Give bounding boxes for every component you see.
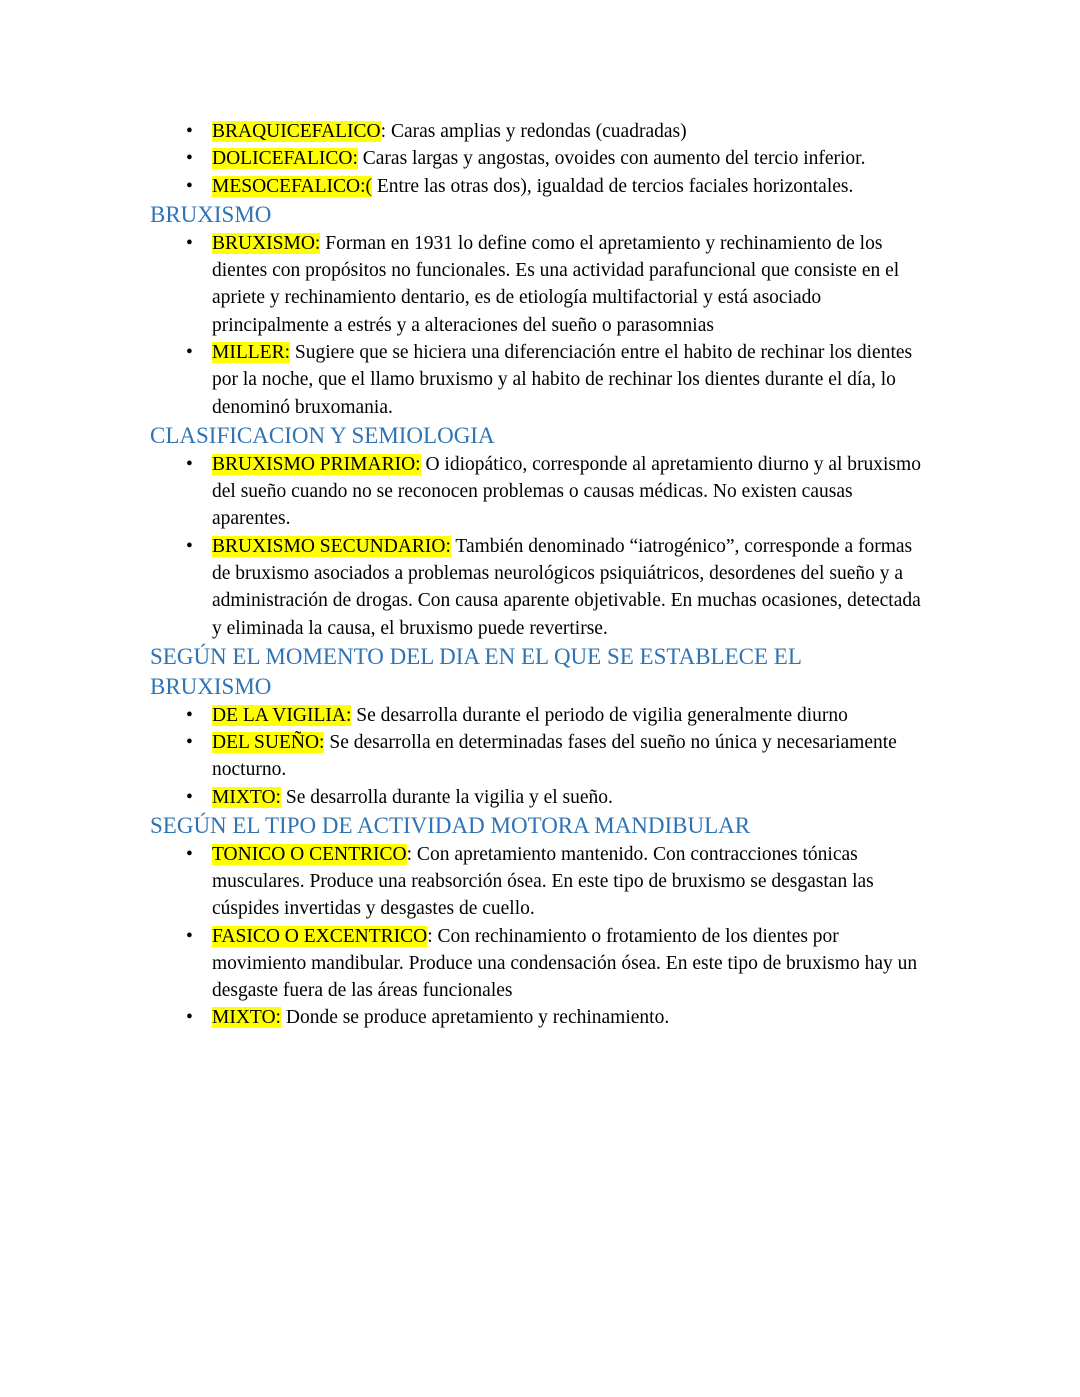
highlighted-term: BRUXISMO: [212, 232, 321, 254]
highlighted-term: MIXTO: [212, 786, 281, 808]
item-text: O idiopático, corresponde al apretamiento diurno y al bruxismo del sueño cuando no se reconocen problemas o causas médicas. No existen causas aparentes. [212, 453, 921, 530]
highlighted-term: MILLER: [212, 341, 290, 363]
highlighted-term: BRUXISMO SECUNDARIO: [212, 535, 451, 557]
list-item [184, 729, 932, 784]
highlighted-term: BRUXISMO PRIMARIO: [212, 453, 421, 475]
highlighted-term: TONICO O CENTRICO [212, 843, 407, 865]
item-text: Caras largas y angostas, ovoides con aumento del tercio inferior. [357, 148, 866, 170]
list-item [184, 118, 932, 145]
item-text: : Con rechinamiento o frotamiento de los dientes por movimiento mandibular. Produce una condensación ósea. En este tipo de bruxismo hay un desgaste fuera de las áreas funcionales [212, 925, 918, 1002]
bruxismo-bullet-list [150, 230, 932, 421]
item-text: Se desarrolla durante el periodo de vigilia generalmente diurno [351, 704, 848, 726]
item-text: Se desarrolla durante la vigilia y el sueño. [280, 786, 613, 808]
highlighted-term: MIXTO: [212, 1007, 281, 1029]
item-text: Donde se produce apretamiento y rechinamiento. [280, 1007, 670, 1029]
item-text: Forman en 1931 lo define como el apretamiento y rechinamiento de los dientes con propósitos no funcionales. Es una actividad parafuncional que consiste en el apriete y rechinamiento dentario, es de etiología multifactorial y está asociado principalmente a estrés y a alteraciones del sueño o parasomnias [212, 232, 900, 336]
highlighted-term: FASICO O EXCENTRICO [212, 925, 428, 947]
list-item [184, 923, 932, 1005]
list-item [184, 451, 932, 533]
highlighted-term: DE LA VIGILIA: [212, 704, 352, 726]
list-item [184, 1004, 932, 1031]
list-item [184, 784, 932, 811]
section-heading-clasificacion: CLASIFICACION Y SEMIOLOGIA [150, 422, 495, 448]
highlighted-term: MESOCEFALICO:( [212, 175, 372, 197]
list-item [184, 230, 932, 339]
list-item [184, 533, 932, 642]
item-text: Se desarrolla en determinadas fases del sueño no única y necesariamente nocturno. [212, 731, 897, 781]
highlighted-term: DOLICEFALICO: [212, 148, 358, 170]
section-heading-bruxismo: BRUXISMO [150, 201, 272, 227]
item-text: : Caras amplias y redondas (cuadradas) [380, 121, 687, 142]
highlighted-term: BRAQUICEFALICO [212, 121, 381, 142]
list-item [184, 702, 932, 729]
list-item [184, 145, 932, 172]
item-text: Sugiere que se hiciera una diferenciación entre el habito de rechinar los dientes por la noche, que el llamo bruxismo y al habito de rechinar los dientes durante el día, lo denominó bruxomania. [212, 341, 913, 418]
section-heading-tipo: SEGÚN EL TIPO DE ACTIVIDAD MOTORA MANDIBULAR [150, 812, 751, 838]
tipo-bullet-list [150, 841, 932, 1032]
item-text: : Con apretamiento mantenido. Con contracciones tónicas musculares. Produce una reabsorción ósea. En este tipo de bruxismo se desgastan las cúspides invertidas y desgastes de cuello. [212, 843, 874, 920]
item-text: Entre las otras dos), igualdad de tercios faciales horizontales. [371, 175, 854, 197]
highlighted-term: DEL SUEÑO: [212, 731, 325, 753]
intro-bullet-list [150, 118, 932, 200]
list-item [184, 841, 932, 923]
clasificacion-bullet-list [150, 451, 932, 642]
list-item [184, 339, 932, 421]
momento-bullet-list [150, 702, 932, 811]
item-text: También denominado “iatrogénico”, corresponde a formas de bruxismo asociados a problemas neurológicos psiquiátricos, desordenes del sueño y a administración de drogas. Con causa aparente objetivable. En muchas ocasiones, detectada y eliminada la causa, el bruxismo puede revertirse. [212, 535, 921, 639]
list-item [184, 173, 932, 200]
section-heading-momento: SEGÚN EL MOMENTO DEL DIA EN EL QUE SE ESTABLECE EL BRUXISMO [150, 643, 802, 699]
